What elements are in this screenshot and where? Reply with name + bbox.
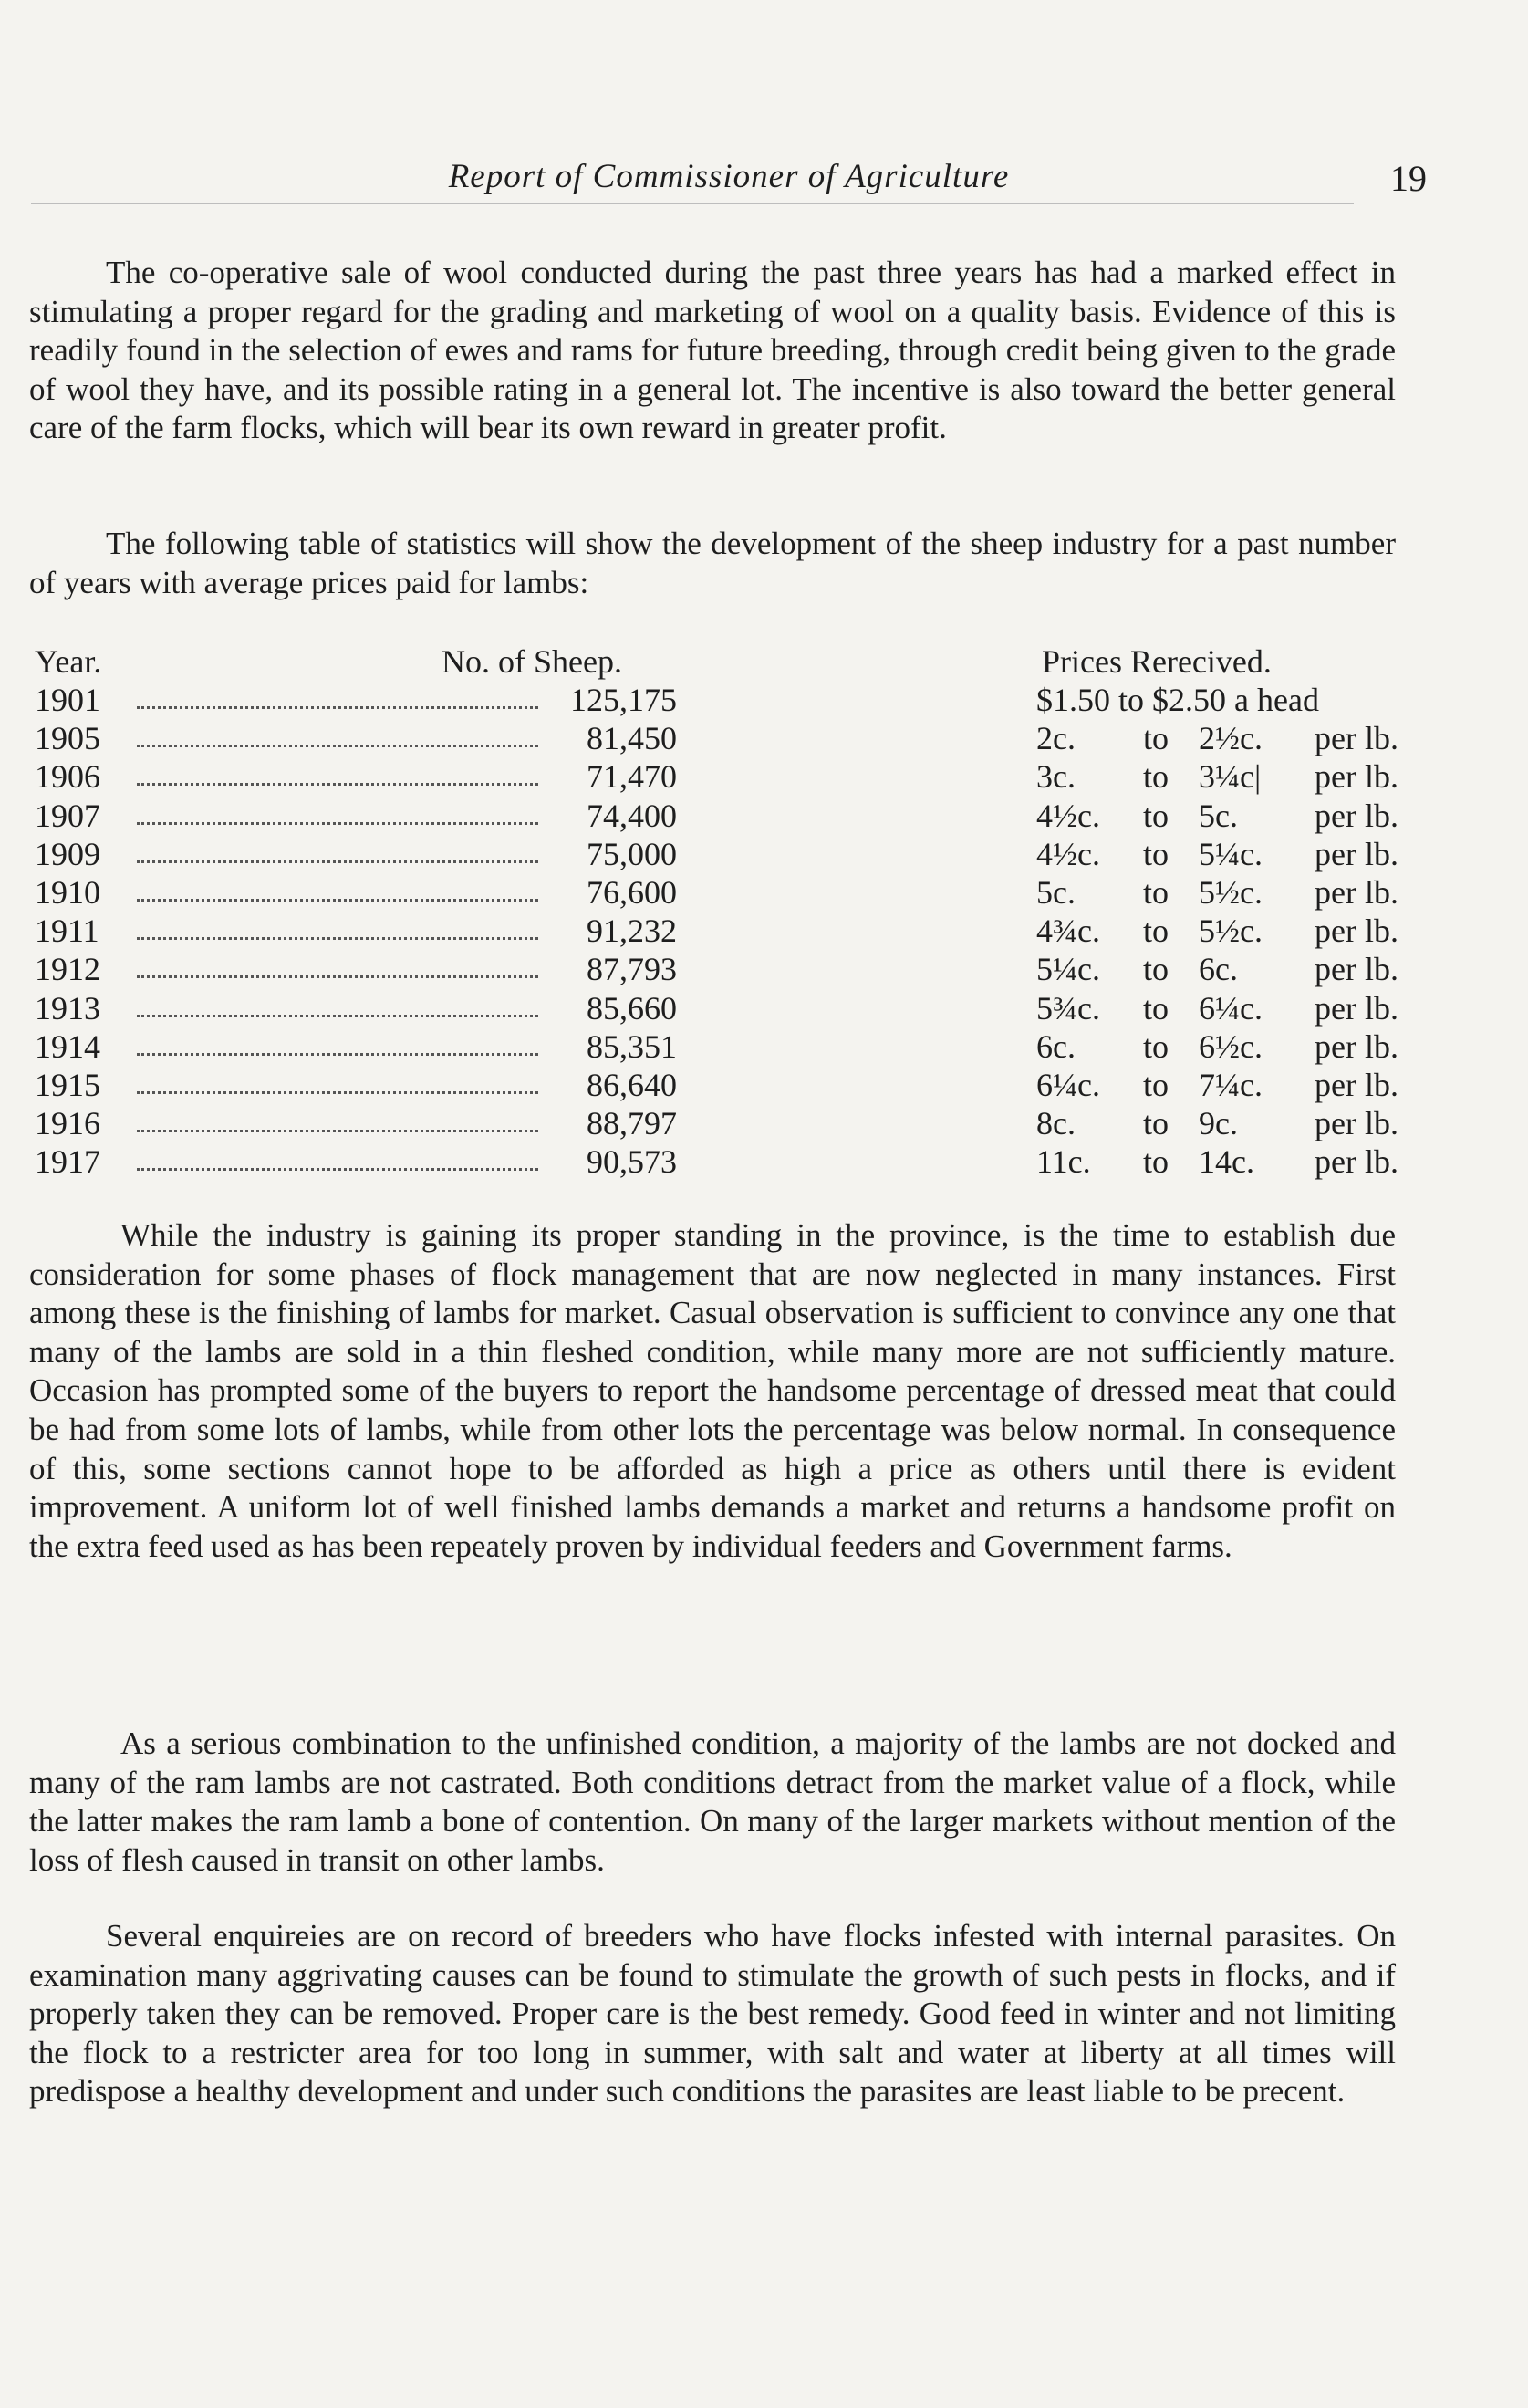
table-row (29, 1066, 1416, 1104)
price-unit: per lb. (1315, 912, 1398, 950)
paragraph-docking: As a serious combination to the unfinished condition, a majority of the lambs are not docked and many of the ram lambs are not castrated. Both conditions detract from the market value of a flock, while the latter makes the ram lamb a bone of contention. On many of the larger markets without mention of the loss of flesh caused in transit on other lambs. (29, 1725, 1396, 1878)
price-unit: per lb. (1315, 720, 1398, 757)
year-cell: 1901 (35, 682, 100, 718)
price-low: 5¼c. (1036, 951, 1100, 988)
header-sheep: No. of Sheep. (442, 643, 622, 680)
price-low: 11c. (1036, 1143, 1091, 1181)
price-unit: per lb. (1315, 873, 1398, 911)
price-low: 2c. (1036, 720, 1076, 757)
price-to: to (1143, 1143, 1169, 1181)
sheep-count-cell: 90,573 (587, 1143, 677, 1181)
sheep-count-cell: 87,793 (587, 951, 677, 988)
sheep-count-cell: 125,175 (570, 682, 677, 718)
price-high: 5c. (1199, 797, 1238, 834)
price-high: 6½c. (1199, 1027, 1263, 1065)
price-low: 6c. (1036, 1027, 1076, 1065)
year-cell: 1911 (35, 912, 99, 950)
price-to: to (1143, 912, 1169, 950)
price-unit: per lb. (1315, 989, 1398, 1027)
price-to: to (1143, 758, 1169, 796)
sheep-count-cell: 85,351 (587, 1027, 677, 1065)
price-low: 4½c. (1036, 797, 1100, 834)
price-low: 3c. (1036, 758, 1076, 796)
year-cell: 1906 (35, 758, 100, 796)
price-high: 7¼c. (1199, 1066, 1263, 1103)
page-header (31, 153, 1427, 206)
price-high: 14c. (1199, 1143, 1254, 1181)
paragraph-wool-sale: The co-operative sale of wool conducted during the past three years has had a marked effect in stimulating a proper regard for the grading and marketing of wool on a quality basis. Evidence of this is readily found in the selection of ewes and rams for future breeding, through credit being given to the grade of wool they have, and its possible rating in a general lot. The incentive is also toward the better general care of the farm flocks, which will bear its own reward in greater profit. (29, 255, 1396, 446)
price-unit: per lb. (1315, 1143, 1398, 1181)
sheep-count-cell: 81,450 (587, 720, 677, 757)
table-row (29, 950, 1416, 988)
sheep-count-cell: 85,660 (587, 989, 677, 1027)
sheep-count-cell: 88,797 (587, 1105, 677, 1142)
price-unit: per lb. (1315, 758, 1398, 796)
dot-leader (137, 761, 538, 786)
table-row (29, 1104, 1416, 1142)
price-high: 9c. (1199, 1105, 1238, 1142)
price-to: to (1143, 1105, 1169, 1142)
year-cell: 1905 (35, 720, 100, 757)
paragraph-finishing-lambs: While the industry is gaining its proper standing in the province, is the time to establish due consideration for some phases of flock management that are now neglected in many instances. First among these is the finishing of lambs for market. Casual observation is sufficient to convince any one that many of the lambs are sold in a thin fleshed condition, while many more are not sufficiently mature. Occasion has prompted some of the buyers to report the handsome percentage of dressed meat that could be had from some lots of lambs, while from other lots the percentage was below normal. In consequence of this, some sections cannot hope to be afforded as high a price as others until there is evident improvement. A uniform lot of well finished lambs demands a market and returns a handsome profit on the extra feed used as has been repeately proven by individual feeders and Government farms. (29, 1217, 1396, 1564)
price-unit: per lb. (1315, 797, 1398, 834)
price-to: to (1143, 797, 1169, 834)
price-unit: per lb. (1315, 835, 1398, 872)
paragraph-table-intro: The following table of statistics will show the development of the sheep industry for a past number of years with average prices paid for lambs: (29, 526, 1396, 600)
paragraph-parasites: Several enquireies are on record of breeders who have flocks infested with internal parasites. On examination many aggrivating causes can be found to stimulate the growth of such pests in flocks, and if properly taken they can be removed. Proper care is the best remedy. Good feed in winter and not limiting the flock to a restricter area for too long in summer, with salt and water at liberty at all times will predispose a healthy development and under such conditions the parasites are least liable to be precent. (29, 1918, 1396, 2110)
header-year: Year. (35, 643, 102, 680)
price-to: to (1143, 951, 1169, 988)
price-unit: per lb. (1315, 951, 1398, 988)
year-cell: 1914 (35, 1027, 100, 1065)
price-low: 8c. (1036, 1105, 1076, 1142)
dot-leader (137, 877, 538, 902)
price-high: 3¼c| (1199, 758, 1262, 796)
price-high: 5½c. (1199, 873, 1263, 911)
dot-leader (137, 839, 538, 863)
year-cell: 1913 (35, 989, 100, 1027)
dot-leader (137, 1108, 538, 1132)
price-to: to (1143, 1066, 1169, 1103)
dot-leader (137, 800, 538, 825)
dot-leader (137, 993, 538, 1017)
table-row (29, 719, 1416, 757)
dot-leader (137, 954, 538, 978)
price-low: 5¾c. (1036, 989, 1100, 1027)
price-high: 6c. (1199, 951, 1238, 988)
price-to: to (1143, 720, 1169, 757)
table-row (29, 989, 1416, 1027)
table-row (29, 757, 1416, 796)
sheep-count-cell: 76,600 (587, 873, 677, 911)
sheep-count-cell: 91,232 (587, 912, 677, 950)
price-high: 5¼c. (1199, 835, 1263, 872)
sheep-statistics-table (29, 642, 1416, 1181)
price-unit: per lb. (1315, 1066, 1398, 1103)
dot-leader (137, 684, 538, 709)
year-cell: 1910 (35, 873, 100, 911)
header-prices: Prices Rerecived. (1042, 643, 1272, 680)
dot-leader (137, 723, 538, 747)
price-to: to (1143, 1027, 1169, 1065)
sheep-count-cell: 86,640 (587, 1066, 677, 1103)
price-unit: per lb. (1315, 1105, 1398, 1142)
table-row (29, 912, 1416, 950)
price-low: 5c. (1036, 873, 1076, 911)
price-high: 5½c. (1199, 912, 1263, 950)
price-low: 6¼c. (1036, 1066, 1100, 1103)
table-row (29, 1142, 1416, 1181)
price-high: 2½c. (1199, 720, 1263, 757)
year-cell: 1917 (35, 1143, 100, 1181)
price-to: to (1143, 835, 1169, 872)
year-cell: 1907 (35, 797, 100, 834)
table-body (29, 681, 1416, 1181)
table-row (29, 797, 1416, 835)
table-row (29, 681, 1416, 719)
sheep-count-cell: 74,400 (587, 797, 677, 834)
year-cell: 1912 (35, 951, 100, 988)
dot-leader (137, 1031, 538, 1056)
sheep-count-cell: 71,470 (587, 758, 677, 796)
year-cell: 1909 (35, 835, 100, 872)
header-rule (31, 203, 1354, 204)
price-text: $1.50 to $2.50 a head (1036, 682, 1319, 718)
price-low: 4½c. (1036, 835, 1100, 872)
table-header (29, 642, 1416, 681)
price-unit: per lb. (1315, 1027, 1398, 1065)
dot-leader (137, 915, 538, 940)
page-number: 19 (1390, 158, 1427, 199)
table-row (29, 1027, 1416, 1066)
price-low: 4¾c. (1036, 912, 1100, 950)
price-to: to (1143, 873, 1169, 911)
year-cell: 1916 (35, 1105, 100, 1142)
table-row (29, 835, 1416, 873)
year-cell: 1915 (35, 1066, 100, 1103)
dot-leader (137, 1069, 538, 1094)
table-row (29, 873, 1416, 912)
price-high: 6¼c. (1199, 989, 1263, 1027)
sheep-count-cell: 75,000 (587, 835, 677, 872)
running-title: Report of Commissioner of Agriculture (448, 158, 1010, 195)
price-to: to (1143, 989, 1169, 1027)
dot-leader (137, 1146, 538, 1171)
